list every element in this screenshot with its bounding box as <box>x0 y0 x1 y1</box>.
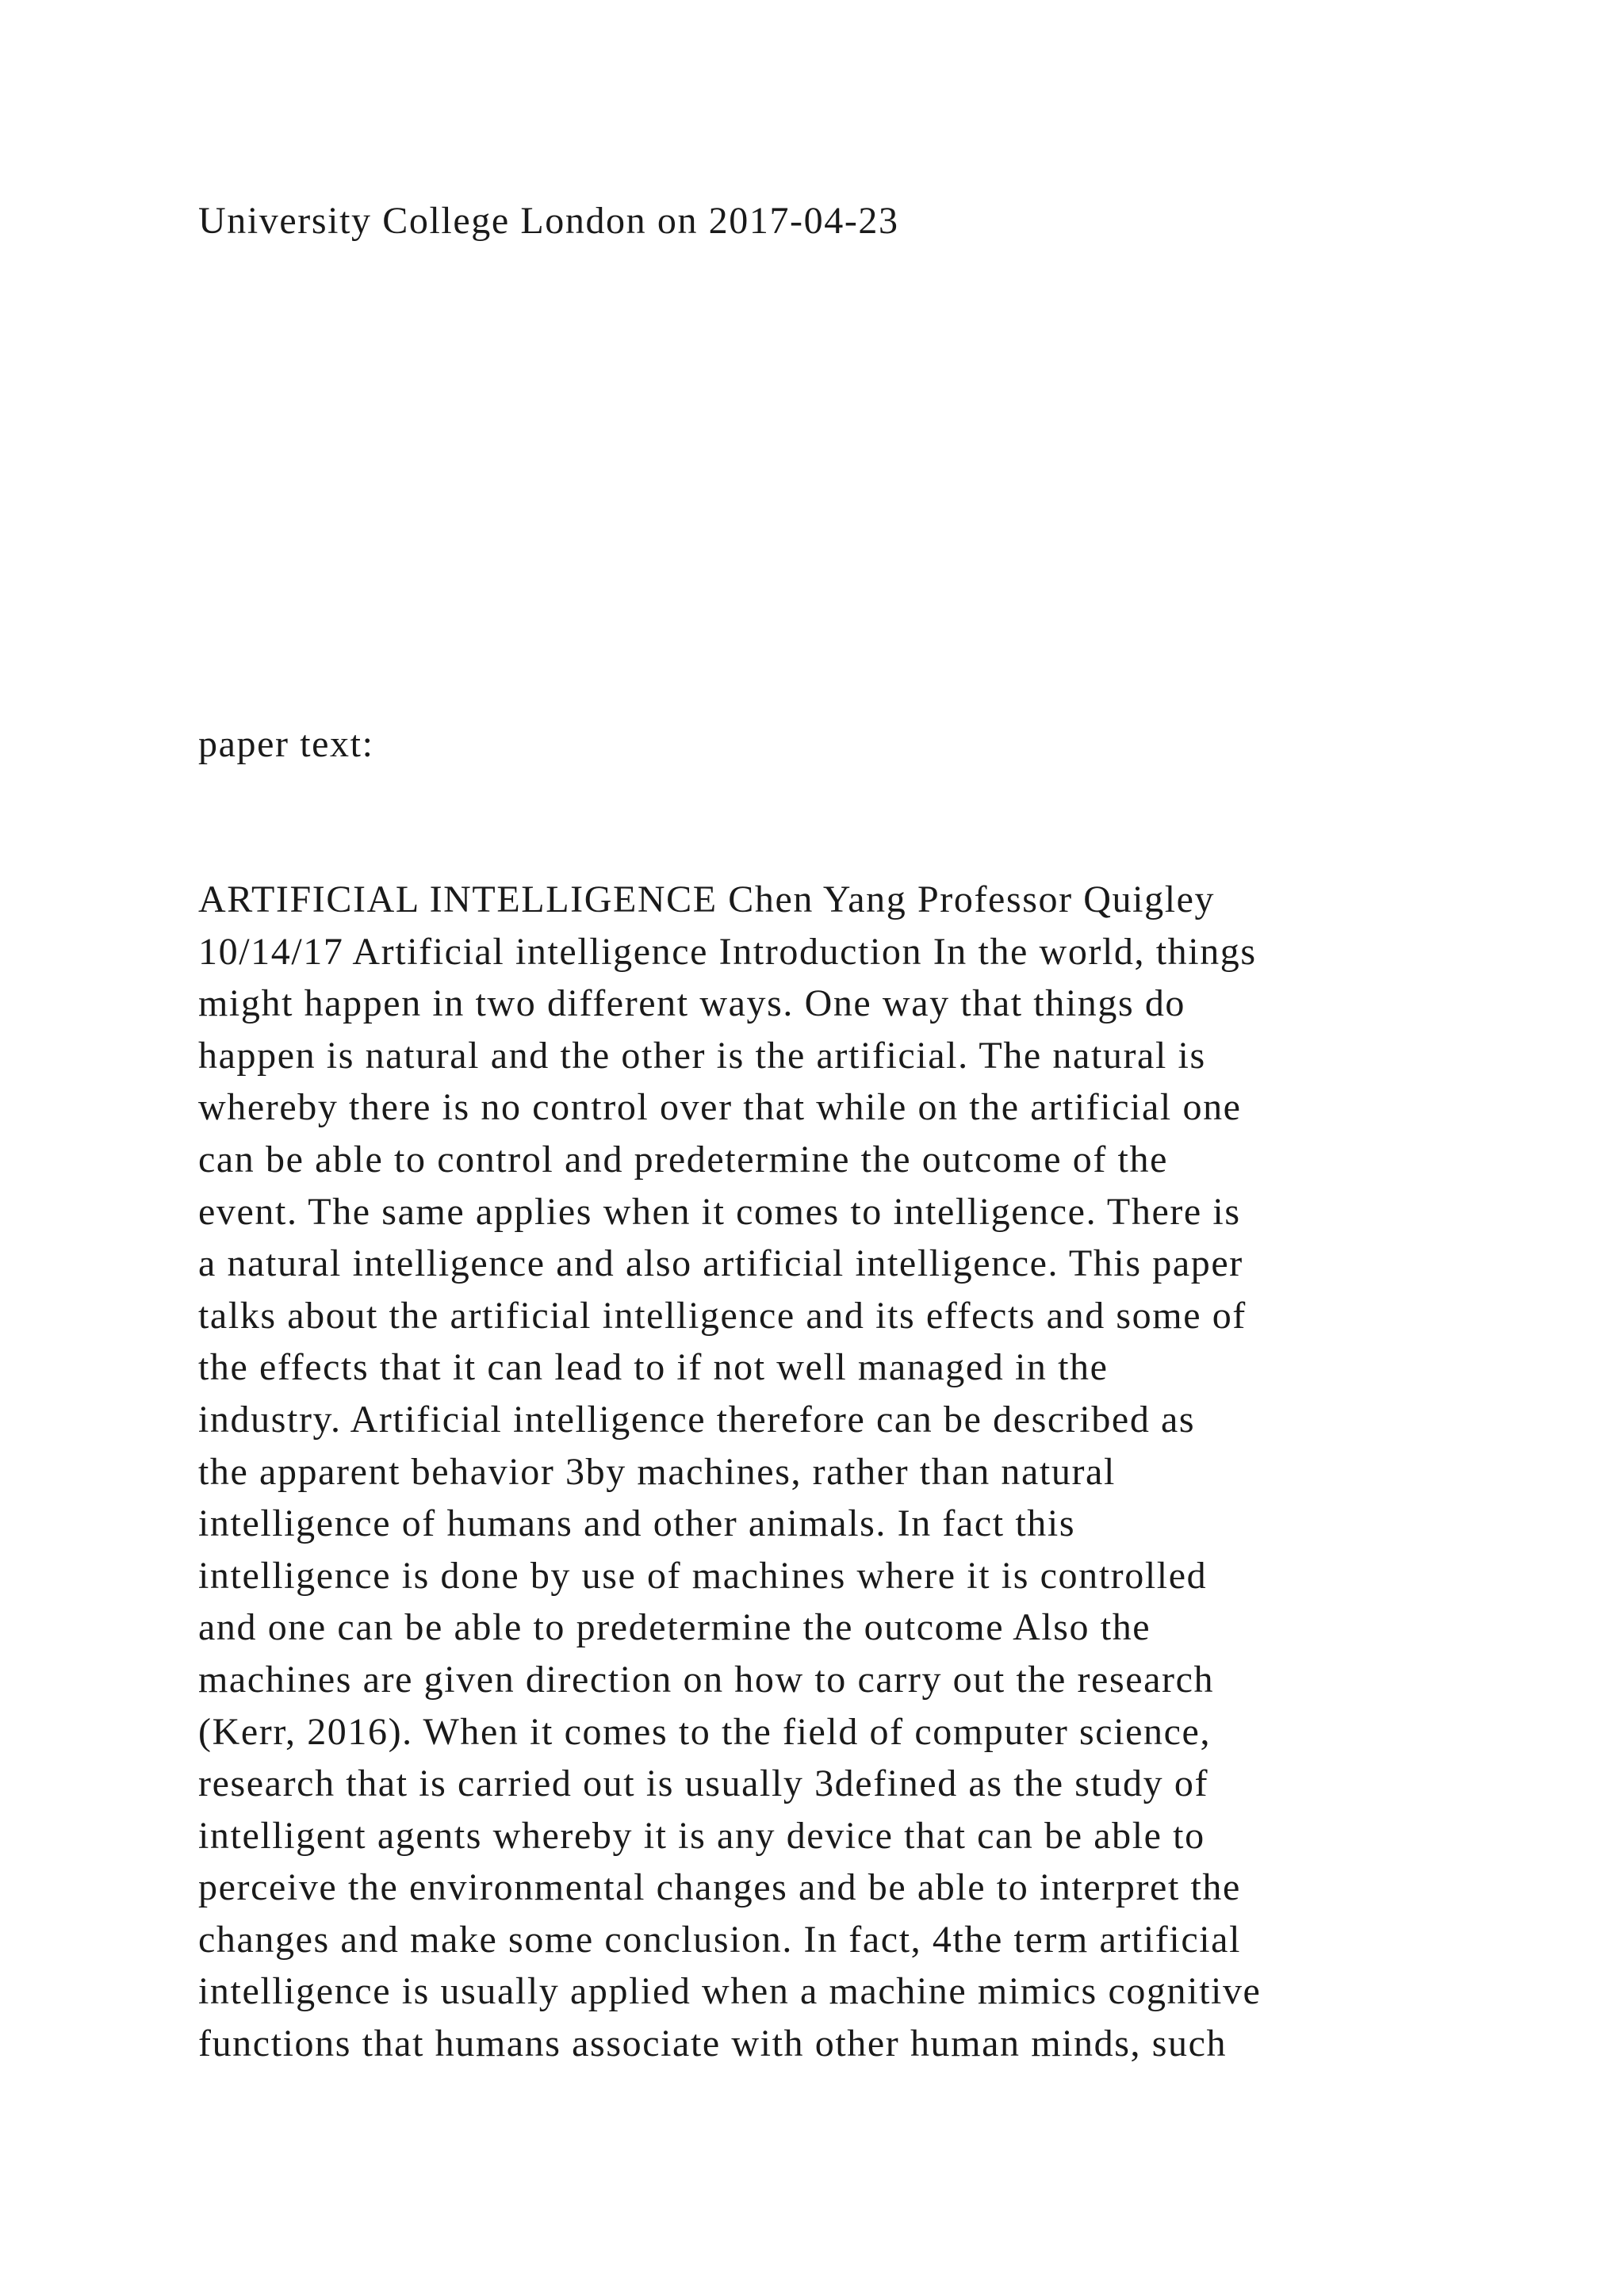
body-line: event. The same applies when it comes to intelligence. There is <box>198 1190 1241 1233</box>
paper-body <box>198 874 1261 2070</box>
document-header: University College London on 2017-04-23 <box>198 200 899 242</box>
body-line: intelligence is usually applied when a machine mimics cognitive <box>198 1970 1262 2013</box>
body-line: whereby there is no control over that while on the artificial one <box>198 1086 1242 1129</box>
body-line: intelligent agents whereby it is any device that can be able to <box>198 1814 1205 1857</box>
body-line: intelligence of humans and other animals. In fact this <box>198 1502 1076 1545</box>
body-line: changes and make some conclusion. In fact, 4the term artificial <box>198 1918 1242 1961</box>
paper-text-label: paper text: <box>198 723 374 765</box>
body-line: perceive the environmental changes and be able to interpret the <box>198 1866 1241 1909</box>
body-line: ARTIFICIAL INTELLIGENCE Chen Yang Professor Quigley <box>198 878 1216 920</box>
body-line: industry. Artificial intelligence therefore can be described as <box>198 1398 1196 1441</box>
body-line: can be able to control and predetermine the outcome of the <box>198 1138 1169 1181</box>
body-line: 10/14/17 Artificial intelligence Introduction In the world, things <box>198 930 1257 973</box>
body-line: research that is carried out is usually 3defined as the study of <box>198 1762 1209 1805</box>
body-line: the effects that it can lead to if not well managed in the <box>198 1346 1109 1389</box>
body-line: (Kerr, 2016). When it comes to the field of computer science, <box>198 1710 1212 1753</box>
body-line: a natural intelligence and also artificial intelligence. This paper <box>198 1242 1243 1285</box>
body-line: machines are given direction on how to carry out the research <box>198 1658 1215 1701</box>
body-line: the apparent behavior 3by machines, rather than natural <box>198 1450 1116 1493</box>
body-line: happen is natural and the other is the artificial. The natural is <box>198 1034 1206 1077</box>
body-line: intelligence is done by use of machines where it is controlled <box>198 1554 1208 1597</box>
body-line: and one can be able to predetermine the outcome Also the <box>198 1606 1151 1649</box>
body-line: talks about the artificial intelligence and its effects and some of <box>198 1294 1247 1337</box>
body-line: functions that humans associate with other human minds, such <box>198 2022 1228 2065</box>
body-line: might happen in two different ways. One way that things do <box>198 982 1186 1025</box>
